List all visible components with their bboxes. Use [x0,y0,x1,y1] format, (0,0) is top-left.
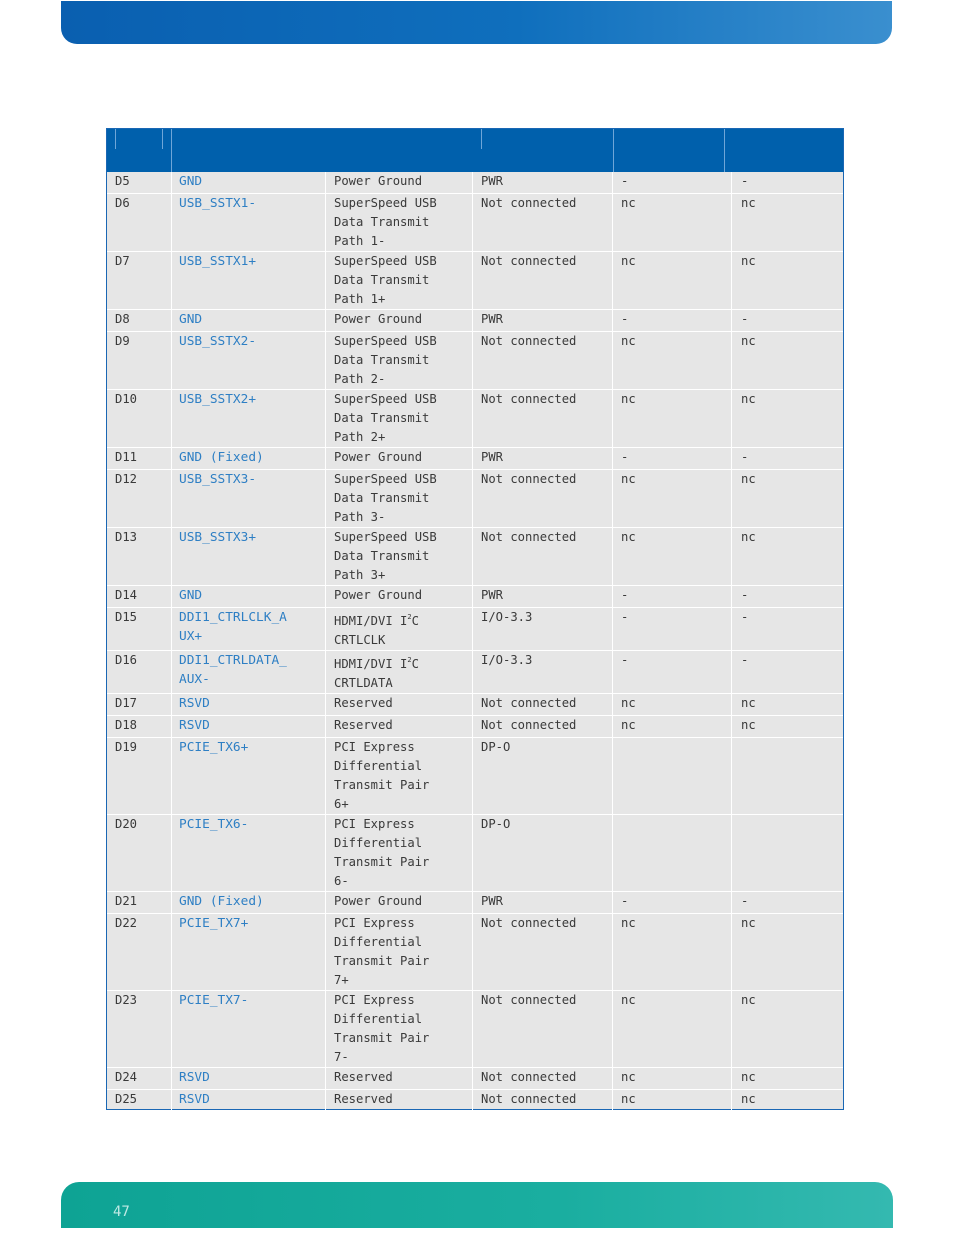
column-divider [171,528,172,585]
value-cell: nc [741,696,756,710]
column-divider [171,716,172,737]
value-cell: nc [621,1070,636,1084]
column-divider [731,1090,732,1110]
description-cell: Power Ground [334,588,423,602]
type-cell: DP-O [481,740,511,754]
value-cell: nc [741,916,756,930]
pin-cell: D9 [115,334,130,348]
value-cell: - [621,174,629,188]
type-cell: PWR [481,894,504,908]
signal-link[interactable]: PCIE_TX7+ [179,916,249,931]
value-cell: - [621,653,629,667]
column-divider [731,991,732,1067]
table-row [107,390,843,448]
type-cell: Not connected [481,392,577,406]
type-cell: Not connected [481,1070,577,1084]
header-divider [115,129,116,149]
description-cell: Power Ground [334,894,423,908]
value-cell: nc [621,334,636,348]
description-cell: SuperSpeed USB Data Transmit Path 1+ [334,254,437,306]
column-divider [171,1068,172,1089]
signal-link[interactable]: RSVD [179,1092,210,1107]
column-divider [731,738,732,814]
table-row [107,738,843,815]
column-divider [171,172,172,193]
table-row [107,991,843,1068]
column-divider [171,914,172,990]
pin-cell: D22 [115,916,138,930]
value-cell: - [621,312,629,326]
signal-link[interactable]: GND (Fixed) [179,450,264,465]
description-cell: Power Ground [334,174,423,188]
pin-cell: D19 [115,740,138,754]
column-divider [731,528,732,585]
table-row [107,448,843,470]
header-divider [481,129,482,149]
table-row [107,332,843,390]
table-row [107,892,843,914]
type-cell: Not connected [481,530,577,544]
value-cell: - [741,894,749,908]
column-divider [731,172,732,193]
value-cell: nc [621,916,636,930]
type-cell: Not connected [481,718,577,732]
column-divider [731,651,732,693]
pin-cell: D24 [115,1070,138,1084]
type-cell: PWR [481,174,504,188]
value-cell: nc [741,530,756,544]
signal-link[interactable]: RSVD [179,1070,210,1085]
signal-link[interactable]: USB_SSTX2- [179,334,257,349]
description-cell: HDMI/DVI $I^2C$ CRTLCLK [334,613,419,647]
description-cell: Power Ground [334,450,423,464]
value-cell: nc [741,718,756,732]
pin-cell: D21 [115,894,138,908]
signal-link[interactable]: RSVD [179,696,210,711]
type-cell: Not connected [481,993,577,1007]
pin-cell: D11 [115,450,138,464]
column-divider [731,608,732,650]
value-cell: nc [621,254,636,268]
signal-link[interactable]: DDI1_CTRLCLK_A UX+ [179,610,287,644]
header-band [61,1,892,44]
column-divider [171,470,172,527]
column-divider [731,332,732,389]
signal-link[interactable]: USB_SSTX2+ [179,392,257,407]
column-divider [171,252,172,309]
table-row [107,528,843,586]
column-divider [171,448,172,469]
column-divider [731,310,732,331]
table-row [107,914,843,991]
value-cell: - [741,312,749,326]
column-divider [171,694,172,715]
value-cell: - [741,653,749,667]
column-divider [731,586,732,607]
value-cell: - [621,588,629,602]
description-cell: PCI Express Differential Transmit Pair 7+ [334,916,430,987]
description-cell: HDMI/DVI $I^2C$ CRTLDATA [334,656,419,690]
signal-link[interactable]: PCIE_TX6- [179,817,249,832]
signal-link[interactable]: GND [179,312,203,327]
type-cell: I/O-3.3 [481,653,533,667]
value-cell: nc [621,196,636,210]
type-cell: Not connected [481,916,577,930]
signal-link[interactable]: GND (Fixed) [179,894,264,909]
column-divider [731,815,732,891]
type-cell: Not connected [481,1092,577,1106]
signal-link[interactable]: USB_SSTX3- [179,472,257,487]
column-divider [171,586,172,607]
value-cell: - [741,588,749,602]
table-row [107,194,843,252]
value-cell: nc [741,993,756,1007]
header-divider [162,129,163,149]
description-cell: PCI Express Differential Transmit Pair 6+ [334,740,430,811]
table-row [107,586,843,608]
table-row [107,716,843,738]
value-cell: nc [741,334,756,348]
column-divider [171,815,172,891]
pin-cell: D25 [115,1092,138,1106]
value-cell: nc [741,392,756,406]
pin-cell: D10 [115,392,138,406]
pin-cell: D20 [115,817,138,831]
pin-cell: D8 [115,312,130,326]
column-divider [731,470,732,527]
value-cell: nc [621,993,636,1007]
value-cell: - [741,610,749,624]
signal-link[interactable]: GND [179,588,203,603]
description-cell: Power Ground [334,312,423,326]
type-cell: Not connected [481,472,577,486]
value-cell: nc [741,1092,756,1106]
pin-cell: D5 [115,174,130,188]
description-cell: SuperSpeed USB Data Transmit Path 3+ [334,530,437,582]
pinout-table [106,128,844,1110]
table-row [107,470,843,528]
signal-link[interactable]: USB_SSTX3+ [179,530,257,545]
column-divider [171,738,172,814]
description-cell: Reserved [334,718,393,732]
column-divider [731,914,732,990]
pin-cell: D18 [115,718,138,732]
type-cell: Not connected [481,196,577,210]
signal-link[interactable]: PCIE_TX6+ [179,740,249,755]
column-divider [171,332,172,389]
value-cell: - [621,450,629,464]
description-cell: SuperSpeed USB Data Transmit Path 2- [334,334,437,386]
signal-link[interactable]: PCIE_TX7- [179,993,249,1008]
pin-cell: D16 [115,653,138,667]
type-cell: DP-O [481,817,511,831]
table-row [107,252,843,310]
signal-link[interactable]: DDI1_CTRLDATA_ AUX- [179,653,287,687]
pin-cell: D14 [115,588,138,602]
description-cell: Reserved [334,1070,393,1084]
description-cell: Reserved [334,696,393,710]
header-divider [613,129,614,172]
column-divider [731,390,732,447]
column-divider [171,892,172,913]
table-header [107,129,843,172]
column-divider [731,1068,732,1089]
footer-band [61,1182,893,1228]
table-row [107,1090,843,1111]
type-cell: PWR [481,312,504,326]
type-cell: Not connected [481,696,577,710]
description-cell: Reserved [334,1092,393,1106]
pin-cell: D15 [115,610,138,624]
column-divider [731,694,732,715]
signal-link[interactable]: USB_SSTX1- [179,196,257,211]
pin-cell: D13 [115,530,138,544]
signal-link[interactable]: GND [179,174,203,189]
pin-cell: D17 [115,696,138,710]
value-cell: - [621,610,629,624]
type-cell: PWR [481,450,504,464]
header-divider [724,129,725,172]
column-divider [171,1090,172,1110]
type-cell: PWR [481,588,504,602]
value-cell: - [621,894,629,908]
table-row [107,694,843,716]
pin-cell: D6 [115,196,130,210]
type-cell: Not connected [481,254,577,268]
pin-cell: D23 [115,993,138,1007]
pin-cell: D7 [115,254,130,268]
column-divider [731,194,732,251]
header-divider [171,129,172,172]
column-divider [731,448,732,469]
table-row [107,172,843,194]
column-divider [171,194,172,251]
type-cell: Not connected [481,334,577,348]
value-cell: nc [741,472,756,486]
table-row [107,1068,843,1090]
column-divider [171,390,172,447]
column-divider [731,716,732,737]
value-cell: nc [741,196,756,210]
signal-link[interactable]: USB_SSTX1+ [179,254,257,269]
value-cell: nc [621,392,636,406]
description-cell: SuperSpeed USB Data Transmit Path 1- [334,196,437,248]
table-row [107,310,843,332]
table-row [107,651,843,694]
column-divider [171,608,172,650]
column-divider [731,892,732,913]
column-divider [171,651,172,693]
description-cell: PCI Express Differential Transmit Pair 7- [334,993,430,1064]
value-cell: nc [621,1092,636,1106]
value-cell: nc [621,696,636,710]
value-cell: nc [621,530,636,544]
value-cell: nc [741,1070,756,1084]
description-cell: SuperSpeed USB Data Transmit Path 3- [334,472,437,524]
column-divider [171,310,172,331]
table-row [107,608,843,651]
value-cell [741,738,841,814]
page-number: 47 [113,1204,130,1220]
value-cell: nc [741,254,756,268]
value-cell [741,815,841,891]
table-row [107,815,843,892]
signal-link[interactable]: RSVD [179,718,210,733]
value-cell: nc [621,718,636,732]
column-divider [731,252,732,309]
column-divider [171,991,172,1067]
value-cell [621,738,731,814]
value-cell [621,815,731,891]
description-cell: SuperSpeed USB Data Transmit Path 2+ [334,392,437,444]
pin-cell: D12 [115,472,138,486]
description-cell: PCI Express Differential Transmit Pair 6- [334,817,430,888]
value-cell: - [741,450,749,464]
value-cell: - [741,174,749,188]
type-cell: I/O-3.3 [481,610,533,624]
value-cell: nc [621,472,636,486]
